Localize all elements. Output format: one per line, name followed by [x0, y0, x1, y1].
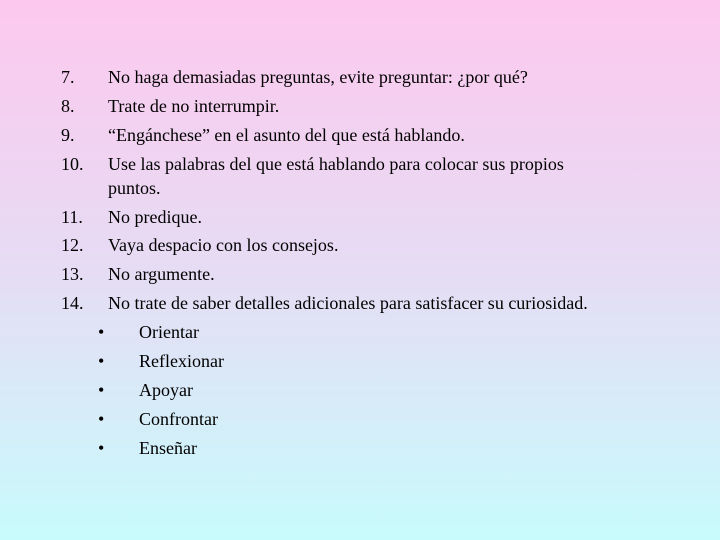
item-number: 11.	[61, 207, 83, 227]
item-text: Vaya despacio con los consejos.	[108, 235, 339, 255]
item-text: No argumente.	[108, 264, 215, 284]
item-text: Trate de no interrumpir.	[108, 96, 280, 116]
item-number: 9.	[61, 125, 75, 145]
bullet-icon: •	[98, 409, 105, 429]
bullet-icon: •	[98, 438, 105, 458]
item-text: No trate de saber detalles adicionales para satisfacer su curiosidad.	[108, 293, 588, 313]
bullet-text: Orientar	[139, 322, 199, 342]
bullet-icon: •	[98, 380, 105, 400]
item-text-continuation: puntos.	[108, 178, 161, 198]
bullet-icon: •	[98, 351, 105, 371]
bullet-icon: •	[98, 322, 105, 342]
bullet-text: Confrontar	[139, 409, 218, 429]
item-number: 14.	[61, 293, 84, 313]
item-text: Use las palabras del que está hablando para colocar sus propios	[108, 154, 564, 174]
item-text: “Engánchese” en el asunto del que está hablando.	[108, 125, 465, 145]
bullet-text: Reflexionar	[139, 351, 224, 371]
item-text: No predique.	[108, 207, 202, 227]
item-number: 13.	[61, 264, 84, 284]
bullet-text: Apoyar	[139, 380, 193, 400]
item-number: 7.	[61, 67, 75, 87]
item-number: 8.	[61, 96, 75, 116]
item-number: 10.	[61, 154, 84, 174]
bullet-text: Enseñar	[139, 438, 197, 458]
item-number: 12.	[61, 235, 84, 255]
item-text: No haga demasiadas preguntas, evite preguntar: ¿por qué?	[108, 67, 528, 87]
